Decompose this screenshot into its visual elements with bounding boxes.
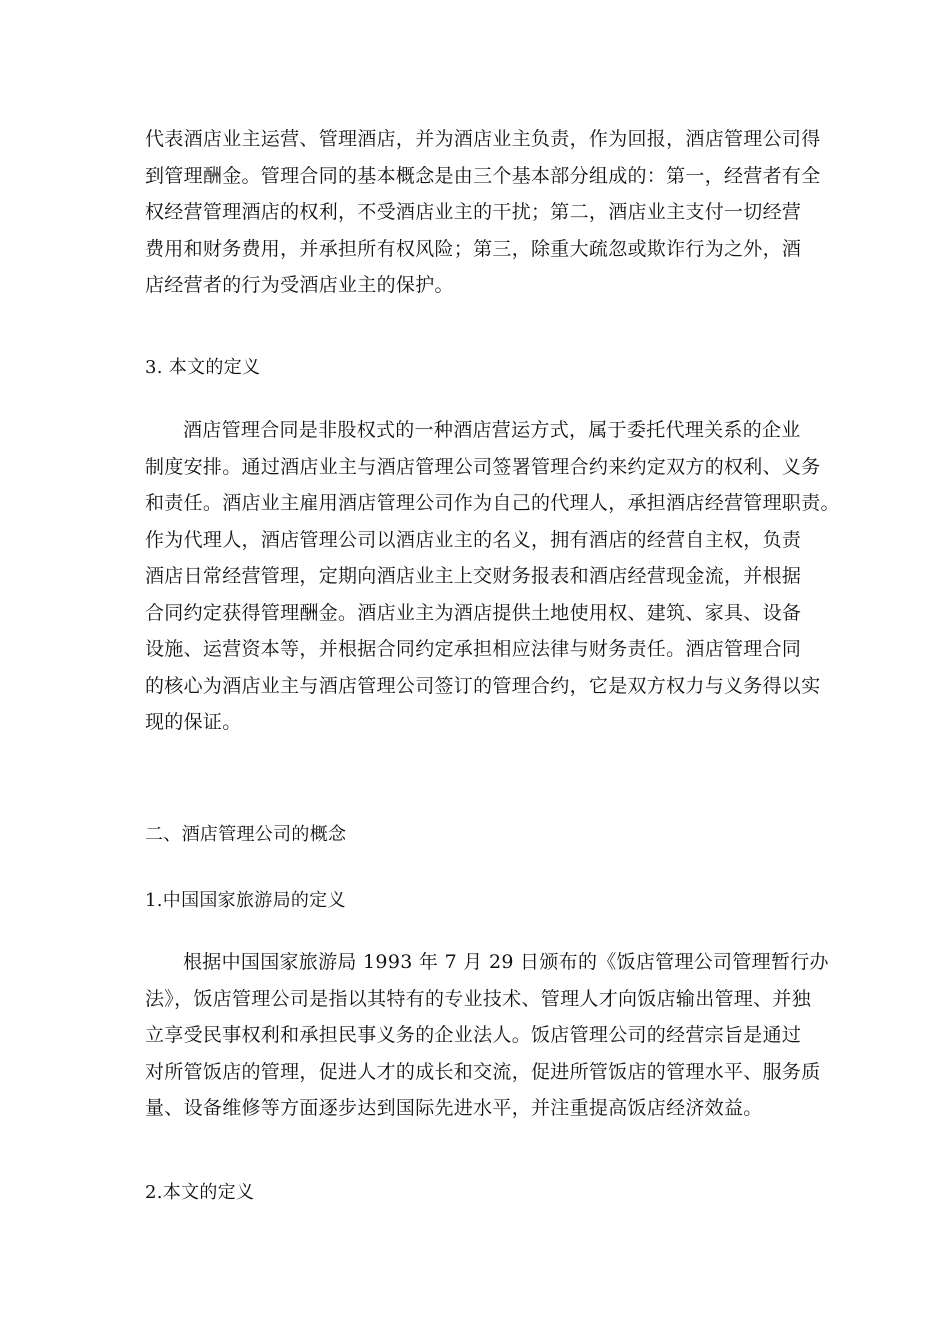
paragraph-cnta-definition [145,944,829,1127]
text-line: 酒店日常经营管理，定期向酒店业主上交财务报表和酒店经营现金流，并根据 [145,565,802,587]
section-heading-hotel-management-company: 二、酒店管理公司的概念 [145,824,347,845]
text-line: 对所管饭店的管理，促进人才的成长和交流，促进所管饭店的管理水平、服务质 [145,1060,821,1083]
text-line: 法》，饭店管理公司是指以其特有的专业技术、管理人才向饭店输出管理、并独 [145,987,812,1010]
text-line: 量、设备维修等方面逐步达到国际先进水平，并注重提高饭店经济效益。 [145,1097,763,1119]
text-line: 合同约定获得管理酬金。酒店业主为酒店提供土地使用权、建筑、家具、设备 [145,601,802,624]
section-heading-cnta-definition: 1.中国国家旅游局的定义 [145,890,346,911]
text-line: 根据中国国家旅游局 1993 年 7 月 29 日颁布的《饭店管理公司管理暂行办 [183,951,829,973]
paragraph-management-contract-concept [145,121,825,304]
text-line: 立享受民事权利和承担民事义务的企业法人。饭店管理公司的经营宗旨是通过 [145,1024,802,1046]
text-line: 的核心为酒店业主与酒店管理公司签订的管理合约，它是双方权力与义务得以实 [145,674,821,697]
text-line: 制度安排。通过酒店业主与酒店管理公司签署管理合约来约定双方的权利、义务 [145,455,821,478]
text-line: 店经营者的行为受酒店业主的保护。 [145,274,454,296]
text-line: 权经营管理酒店的权利，不受酒店业主的干扰；第二，酒店业主支付一切经营 [145,201,802,223]
section-heading-this-paper-definition-2: 2.本文的定义 [145,1182,255,1203]
text-line: 费用和财务费用，并承担所有权风险；第三，除重大疏忽或欺诈行为之外，酒 [145,237,802,260]
paragraph-hotel-management-contract [145,412,840,741]
text-line: 到管理酬金。管理合同的基本概念是由三个基本部分组成的：第一，经营者有全 [145,164,821,187]
section-heading-this-paper-definition: 3. 本文的定义 [145,357,261,378]
text-line: 作为代理人，酒店管理公司以酒店业主的名义，拥有酒店的经营自主权，负责 [145,528,802,551]
text-line: 代表酒店业主运营、管理酒店，并为酒店业主负责，作为回报，酒店管理公司得 [145,128,821,150]
text-line: 设施、运营资本等，并根据合同约定承担相应法律与财务责任。酒店管理合同 [145,638,802,660]
text-line: 现的保证。 [145,711,242,733]
text-line: 和责任。酒店业主雇用酒店管理公司作为自己的代理人，承担酒店经营管理职责。 [145,492,840,514]
text-line: 酒店管理合同是非股权式的一种酒店营运方式，属于委托代理关系的企业 [183,419,801,441]
